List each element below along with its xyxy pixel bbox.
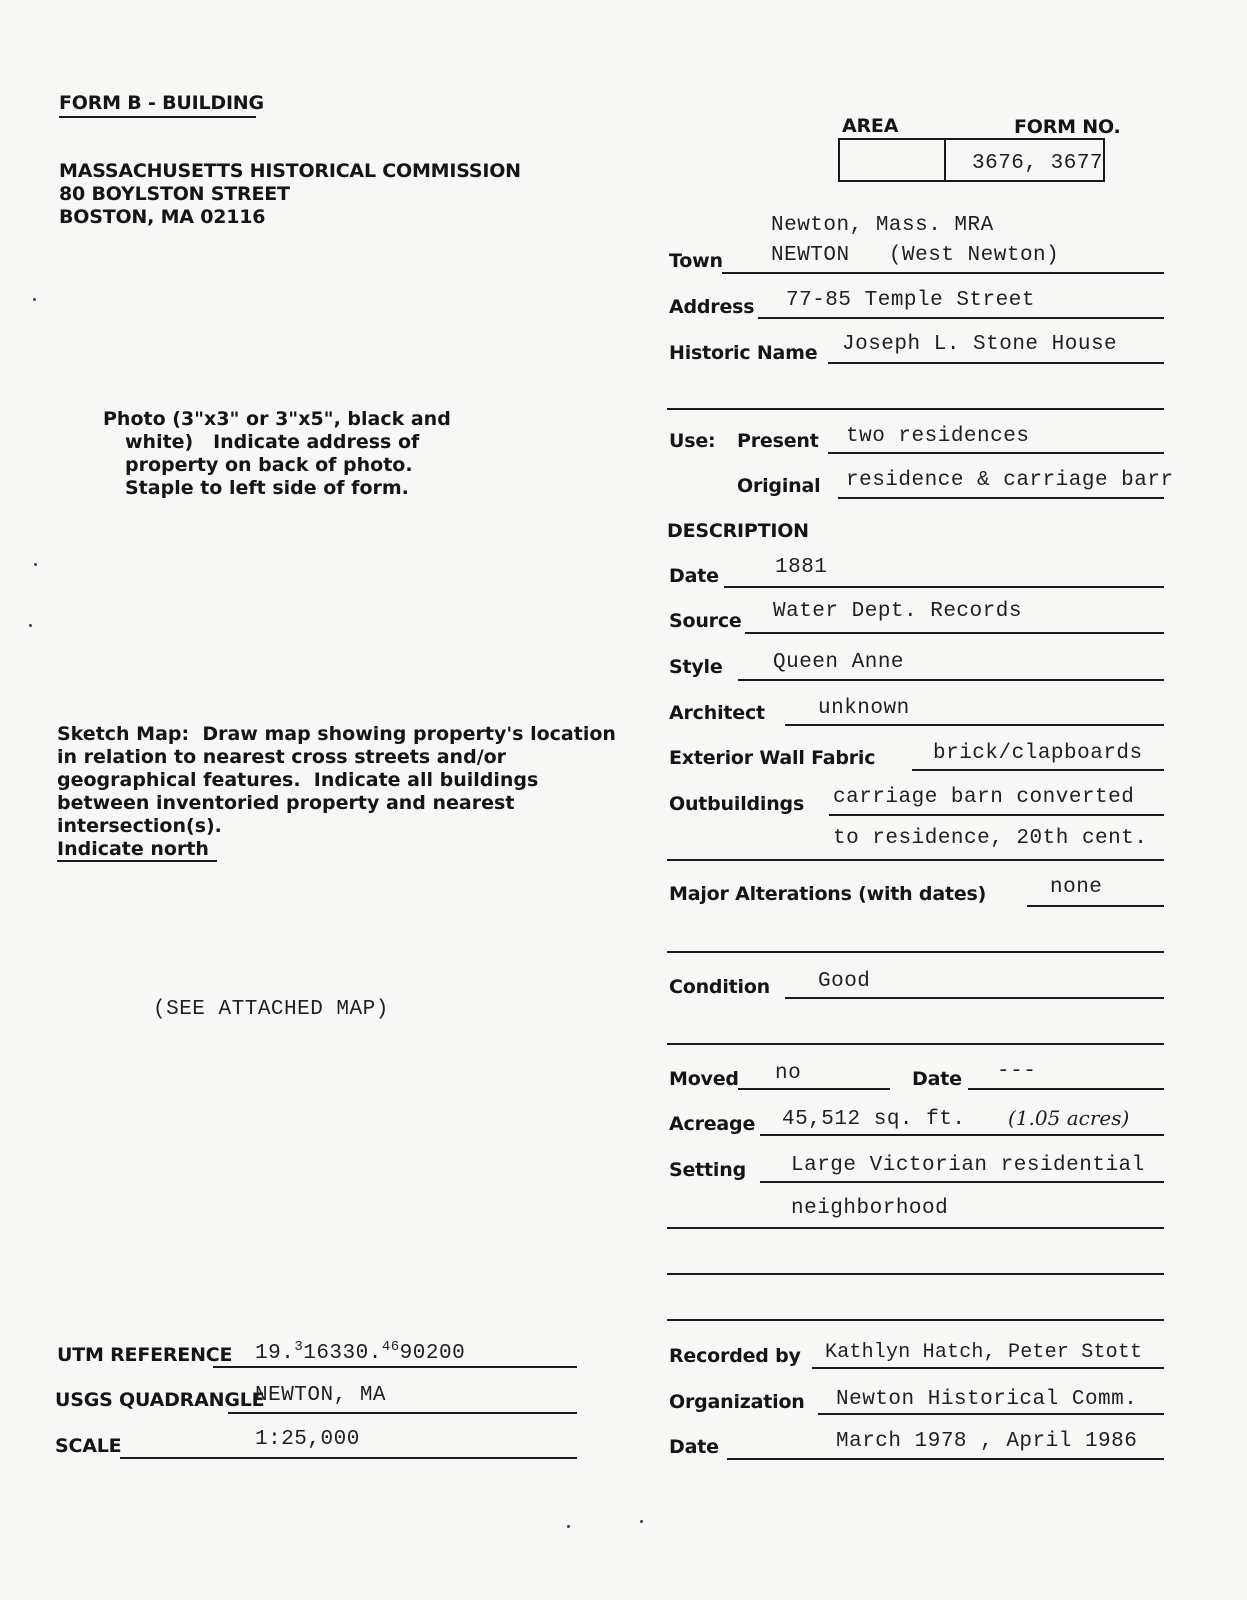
condition-line-2: [667, 1043, 1164, 1045]
address-line: [758, 317, 1164, 319]
alterations-value: none: [1050, 876, 1103, 899]
sketch-note-line-5: intersection(s).: [57, 815, 222, 837]
scan-speck: [640, 1520, 643, 1523]
town-mra: Newton, Mass. MRA: [771, 214, 994, 237]
commission-name: MASSACHUSETTS HISTORICAL COMMISSION: [59, 160, 521, 182]
scale-line: [120, 1457, 577, 1459]
photo-note-line-3: property on back of photo.: [125, 454, 413, 476]
address-label: Address: [669, 296, 755, 318]
record-date-label: Date: [669, 1436, 719, 1458]
utm-sup-2: 46: [381, 1339, 400, 1355]
alterations-label: Major Alterations (with dates): [669, 883, 987, 905]
area-box: [838, 138, 946, 182]
sketch-north-underline: [57, 860, 217, 862]
sketch-note-line-2: in relation to nearest cross streets and/or: [57, 746, 507, 768]
acreage-note: (1.05 acres): [1008, 1106, 1130, 1130]
utm-easting: 16330.: [303, 1342, 382, 1365]
area-label: AREA: [842, 115, 899, 137]
setting-line-1: [760, 1181, 1164, 1183]
town-value: NEWTON (West Newton): [771, 244, 1060, 267]
recorded-by-value: Kathlyn Hatch, Peter Stott: [825, 1341, 1143, 1364]
sketch-north: Indicate north: [57, 838, 209, 860]
architect-label: Architect: [669, 702, 765, 724]
photo-note-line-2: white) Indicate address of: [125, 431, 420, 453]
sketch-note-line-3: geographical features. Indicate all buildings: [57, 769, 539, 791]
condition-line: [785, 997, 1164, 999]
town-line: [722, 272, 1164, 274]
alterations-line-2: [667, 951, 1164, 953]
scan-speck: [33, 298, 36, 301]
commission-city: BOSTON, MA 02116: [59, 206, 266, 228]
recorded-by-line: [812, 1367, 1164, 1369]
description-heading: DESCRIPTION: [667, 520, 809, 542]
record-date-value: March 1978 , April 1986: [836, 1430, 1138, 1453]
record-date-line: [727, 1458, 1164, 1460]
historic-name-label: Historic Name: [669, 342, 818, 364]
moved-date-value: ---: [997, 1060, 1037, 1083]
wall-fabric-label: Exterior Wall Fabric: [669, 747, 876, 769]
scan-speck: [29, 624, 32, 627]
photo-note-line-1: Photo (3"x3" or 3"x5", black and: [103, 408, 451, 430]
commission-street: 80 BOYLSTON STREET: [59, 183, 290, 205]
form-title-underline: [59, 116, 256, 118]
acreage-value: 45,512 sq. ft.: [782, 1108, 966, 1131]
setting-value-1: Large Victorian residential: [791, 1154, 1145, 1177]
condition-label: Condition: [669, 976, 771, 998]
scan-speck: [567, 1525, 570, 1528]
usgs-value: NEWTON, MA: [255, 1384, 387, 1407]
scale-value: 1:25,000: [255, 1428, 360, 1451]
use-original-label: Original: [737, 475, 821, 497]
scan-speck: [34, 563, 37, 566]
source-label: Source: [669, 610, 742, 632]
style-value: Queen Anne: [773, 651, 905, 674]
scale-label: SCALE: [55, 1435, 122, 1457]
use-label: Use:: [669, 430, 716, 452]
organization-label: Organization: [669, 1391, 805, 1413]
usgs-label: USGS QUADRANGLE: [55, 1389, 265, 1411]
utm-line: [213, 1366, 577, 1368]
use-original-value: residence & carriage barr: [846, 469, 1174, 492]
date-value: 1881: [775, 556, 828, 579]
moved-value: no: [775, 1062, 802, 1085]
form-title: FORM B - BUILDING: [59, 92, 264, 114]
form-no-value: 3676, 3677: [972, 152, 1104, 175]
wall-fabric-value: brick/clapboards: [933, 742, 1143, 765]
form-no-label: FORM NO.: [1014, 116, 1121, 138]
photo-note-line-4: Staple to left side of form.: [125, 477, 409, 499]
use-original-line: [838, 497, 1164, 499]
sketch-note: [57, 723, 616, 861]
use-present-label: Present: [737, 430, 819, 452]
architect-line: [785, 724, 1164, 726]
form-no-box: [944, 138, 1105, 182]
outbuildings-line-1: [829, 814, 1164, 816]
utm-label: UTM REFERENCE: [57, 1344, 233, 1366]
source-line: [745, 632, 1164, 634]
usgs-line: [228, 1412, 577, 1414]
use-present-value: two residences: [846, 425, 1030, 448]
town-label: Town: [669, 250, 723, 272]
style-line: [738, 679, 1164, 681]
historic-name-line: [828, 362, 1164, 364]
blank-line-2: [667, 1319, 1164, 1321]
photo-note: [103, 408, 451, 500]
recorded-by-label: Recorded by: [669, 1345, 801, 1367]
setting-label: Setting: [669, 1159, 746, 1181]
setting-value-2: neighborhood: [791, 1197, 949, 1220]
sketch-note-line-1: Sketch Map: Draw map showing property's location: [57, 723, 616, 745]
historic-name-value: Joseph L. Stone House: [842, 333, 1118, 356]
see-attached-map: (SEE ATTACHED MAP): [153, 998, 389, 1021]
historic-name-line-2: [667, 408, 1164, 410]
architect-value: unknown: [818, 697, 910, 720]
style-label: Style: [669, 656, 723, 678]
date-label: Date: [669, 565, 719, 587]
organization-line: [818, 1413, 1164, 1415]
moved-line: [738, 1088, 890, 1090]
outbuildings-line-2: [667, 859, 1164, 861]
outbuildings-label: Outbuildings: [669, 793, 805, 815]
date-line: [724, 586, 1164, 588]
moved-date-label: Date: [912, 1068, 962, 1090]
utm-value: [255, 1339, 466, 1366]
outbuildings-value-1: carriage barn converted: [833, 786, 1135, 809]
utm-zone: 19.: [255, 1342, 295, 1365]
moved-date-line: [968, 1088, 1164, 1090]
organization-value: Newton Historical Comm.: [836, 1388, 1138, 1411]
wall-fabric-line: [912, 769, 1164, 771]
acreage-line: [760, 1134, 1164, 1136]
condition-value: Good: [818, 970, 871, 993]
use-present-line: [828, 452, 1164, 454]
sketch-note-line-4: between inventoried property and nearest: [57, 792, 515, 814]
outbuildings-value-2: to residence, 20th cent.: [833, 827, 1148, 850]
moved-label: Moved: [669, 1068, 739, 1090]
source-value: Water Dept. Records: [773, 600, 1022, 623]
blank-line-1: [667, 1273, 1164, 1275]
setting-line-2: [667, 1227, 1164, 1229]
acreage-label: Acreage: [669, 1113, 756, 1135]
alterations-line: [1027, 905, 1164, 907]
utm-northing: 90200: [399, 1342, 466, 1365]
utm-sup-1: 3: [294, 1339, 304, 1355]
address-value: 77-85 Temple Street: [786, 289, 1035, 312]
